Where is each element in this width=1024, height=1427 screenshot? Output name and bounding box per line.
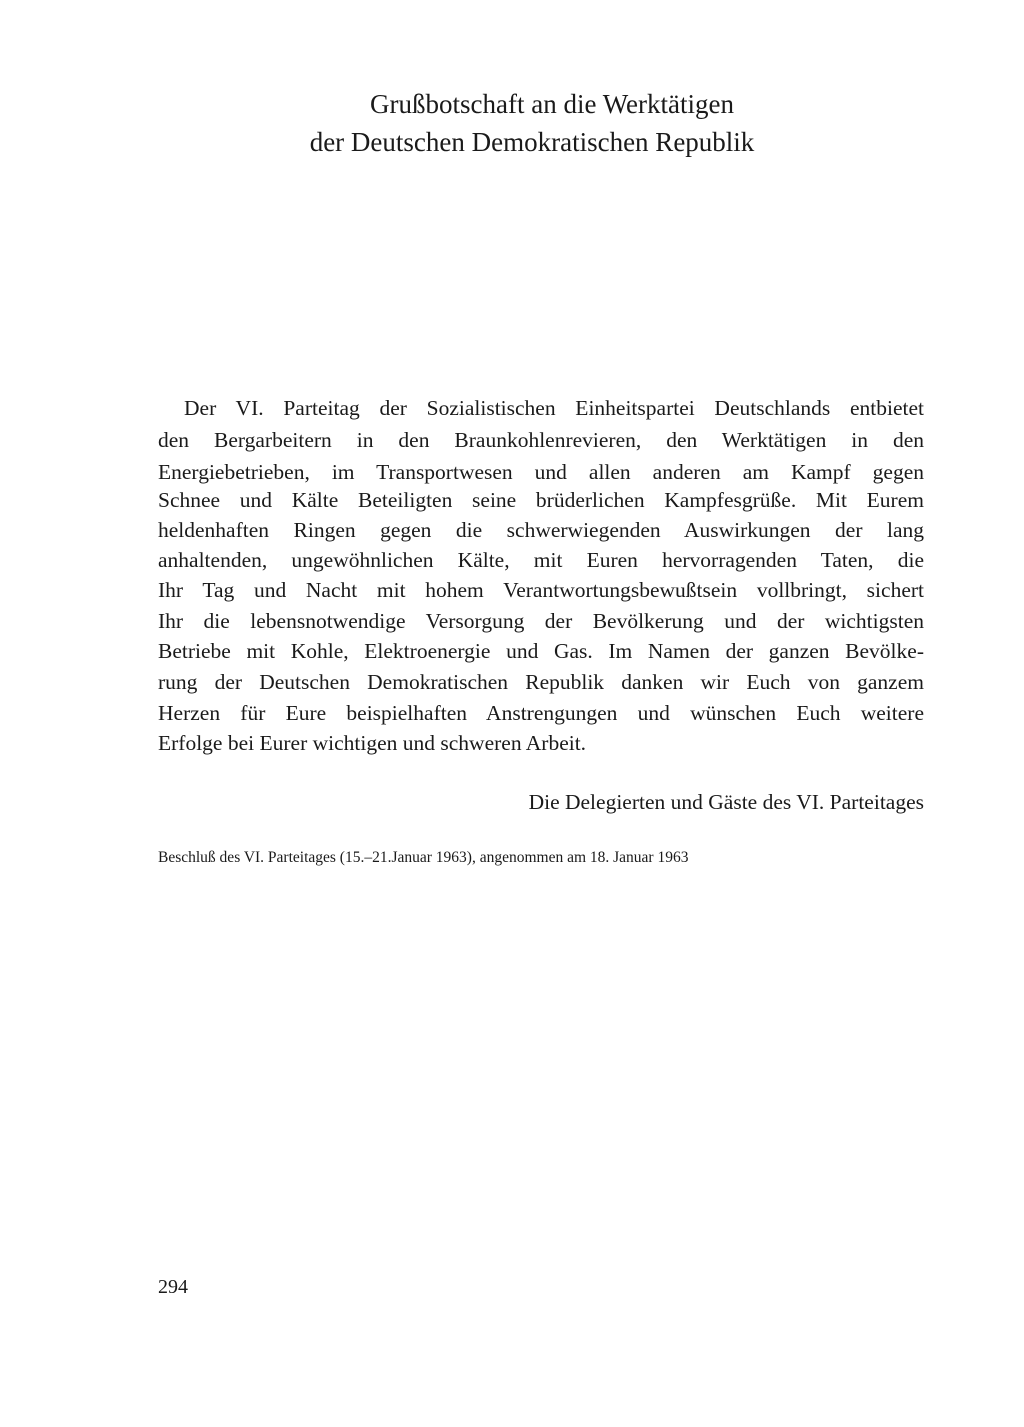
body-line: Der VI. Parteitag der Sozialistischen Einheitspartei Deutschlands entbietet	[184, 396, 924, 420]
body-line: Erfolge bei Eurer wichtigen und schweren Arbeit.	[158, 731, 587, 755]
document-title-line-1: Grußbotschaft an die Werktätigen	[370, 89, 734, 119]
source-note: Beschluß des VI. Parteitages (15.–21.Januar 1963), angenommen am 18. Januar 1963	[158, 849, 689, 866]
body-line: Energiebetrieben, im Transportwesen und allen anderen am Kampf gegen	[158, 460, 924, 484]
document-title-line-2: der Deutschen Demokratischen Republik	[309, 127, 755, 157]
body-line: Herzen für Eure beispielhaften Anstrengungen und wünschen Euch weitere	[158, 701, 924, 725]
body-line: den Bergarbeitern in den Braunkohlenrevieren, den Werktätigen in den	[158, 428, 924, 452]
body-line: Schnee und Kälte Beteiligten seine brüderlichen Kampfesgrüße. Mit Eurem	[158, 488, 924, 512]
body-line: Ihr Tag und Nacht mit hohem Verantwortungsbewußtsein vollbringt, sichert	[158, 578, 924, 602]
body-line: anhaltenden, ungewöhnlichen Kälte, mit Euren hervorragenden Taten, die	[158, 548, 924, 572]
signature: Die Delegierten und Gäste des VI. Parteitages	[528, 790, 924, 814]
body-line: heldenhaften Ringen gegen die schwerwiegenden Auswirkungen der lang	[158, 518, 924, 542]
body-line: Ihr die lebensnotwendige Versorgung der Bevölkerung und der wichtigsten	[158, 609, 924, 633]
body-line: Betriebe mit Kohle, Elektroenergie und Gas. Im Namen der ganzen Bevölke-	[158, 639, 924, 663]
body-line: rung der Deutschen Demokratischen Republik danken wir Euch von ganzem	[158, 670, 924, 694]
page-number: 294	[158, 1276, 188, 1298]
